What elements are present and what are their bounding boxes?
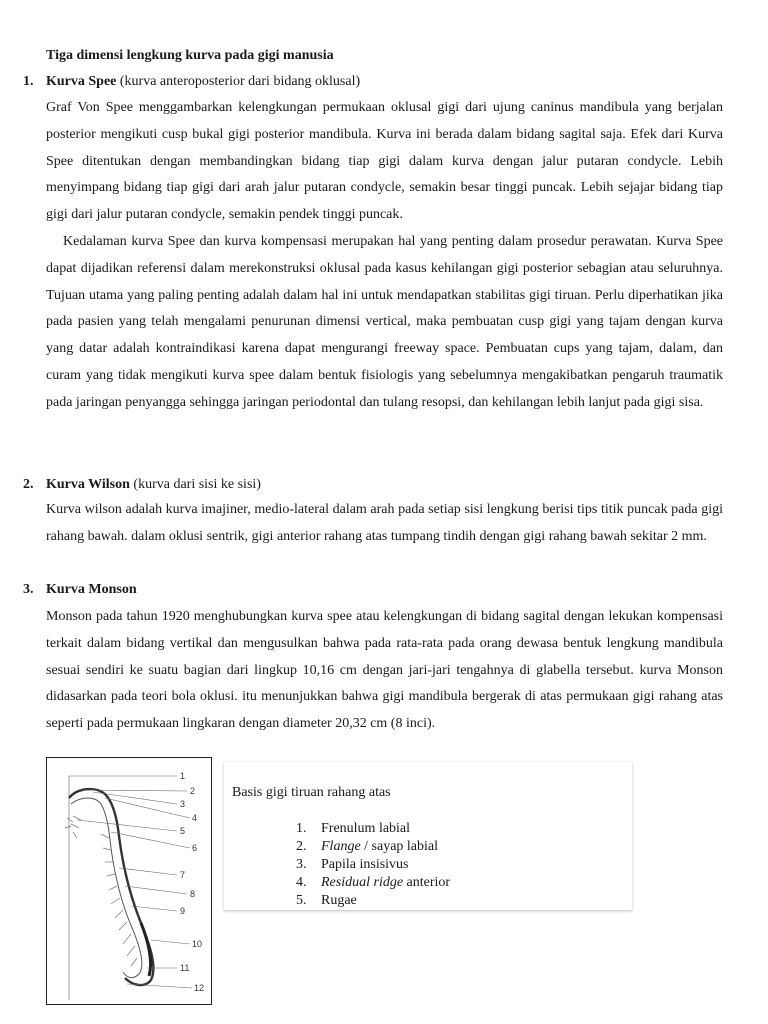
- denture-base-figure: [46, 757, 212, 1005]
- paragraph-kurva-spee-2: Kedalaman kurva Spee dan kurva kompensasi merupakan hal yang penting dalam prosedur perawatan. Kurva Spee dapat dijadikan referensi dalam merekonstruksi oklusal pada kasus kehilangan gigi posterior sebagian atau seluruhnya. Tujuan utama yang paling penting adalah dalam hal ini untuk mendapatkan stabilitas gigi tiruan. Perlu diperhatikan jika pada pasien yang telah mengalami penurunan dimensi vertical, maka pembuatan cusp gigi yang tajam dengan kurva yang datar adalah kontraindikasi karena dapat mengurangi freeway space. Pembuatan cups yang tajam, dalam, dan curam yang tidak mengikuti kurva spee dalam bentuk fisiologis yang sebelumnya mengakibatkan pengaruh traumatik pada jaringan penyangga sehingga jaringan periodontal dan tulang resopsi, dan kehilangan lebih lanjut pada gigi sisa.: [46, 234, 723, 410]
- caption-item-text: Rugae: [321, 893, 357, 908]
- section-subtitle: (kurva anteroposterior dari bidang oklusal): [116, 74, 361, 89]
- section-subtitle: (kurva dari sisi ke sisi): [129, 477, 261, 492]
- caption-item-number: 4.: [296, 875, 307, 890]
- caption-item-text: Frenulum labial: [321, 821, 411, 836]
- figure-label-2: 2: [190, 786, 196, 796]
- caption-list: [296, 820, 450, 910]
- figure-label-6: 6: [192, 843, 198, 853]
- section-name: Kurva Spee: [46, 74, 117, 89]
- caption-item: [296, 838, 450, 856]
- figure-label-11: 11: [180, 963, 190, 973]
- section-name: Kurva Wilson: [46, 477, 130, 492]
- caption-item-italic: Residual ridge: [321, 875, 404, 890]
- section-heading-kurva-spee: [23, 72, 360, 92]
- paragraph-kurva-monson: Monson pada tahun 1920 menghubungkan kurva spee atau kelengkungan di bidang sagital dengan lekukan kompensasi terkait dalam bidang vertikal dan mengusulkan bahwa pada rata-rata pada orang dewasa bentuk lengkung mandibula sesuai sendiri ke suatu bagian dari lingkup 10,16 cm dengan jari-jari tengahnya di glabella tersebut. kurva Monson didasarkan pada teori bola oklusi. itu menunjukkan bahwa gigi mandibula bergerak di atas permukaan gigi rahang atas seperti pada permukaan lingkaran dengan diameter 20,32 cm (8 inci).: [46, 609, 723, 732]
- document-title: Tiga dimensi lengkung kurva pada gigi manusia: [46, 48, 334, 63]
- caption-item-number: 3.: [296, 857, 307, 872]
- caption-item-number: 1.: [296, 821, 307, 836]
- caption-item-italic: Flange: [321, 839, 361, 854]
- section-number: 2.: [23, 477, 34, 492]
- caption-item: [296, 820, 450, 838]
- section-name: Kurva Monson: [46, 582, 137, 597]
- figure-label-7: 7: [180, 870, 186, 880]
- caption-item-text: / sayap labial: [360, 839, 439, 854]
- figure-label-1: 1: [180, 771, 186, 781]
- figure-label-12: 12: [194, 983, 205, 993]
- caption-item-number: 5.: [296, 893, 307, 908]
- figure-caption-box: [224, 762, 632, 910]
- figure-label-5: 5: [180, 826, 186, 836]
- caption-item: [296, 874, 450, 892]
- paragraph-kurva-spee-1: Graf Von Spee menggambarkan kelengkungan permukaan oklusal gigi dari ujung caninus mandibula yang berjalan posterior mengikuti cusp bukal gigi posterior mandibula. Kurva ini berada dalam bidang sagital saja. Efek dari Kurva Spee ditentukan dengan membandingkan bidang tiap gigi dalam kurva dengan jalur putaran condycle. Lebih menyimpang bidang tiap gigi dari arah jalur putaran condycle, semakin besar tinggi puncak. Lebih sejajar bidang tiap gigi dari jalur putaran condycle, semakin pendek tinggi puncak.: [46, 100, 723, 223]
- section-heading-kurva-wilson: [23, 475, 261, 495]
- figure-label-9: 9: [180, 906, 186, 916]
- caption-title: Basis gigi tiruan rahang atas: [232, 785, 391, 800]
- figure-label-3: 3: [180, 799, 186, 809]
- figure-label-4: 4: [192, 813, 198, 823]
- paragraph-kurva-wilson: Kurva wilson adalah kurva imajiner, medio-lateral dalam arah pada setiap sisi lengkung berisi tips titik puncak pada gigi rahang bawah. dalam oklusi sentrik, gigi anterior rahang atas tumpang tindih dengan gigi rahang bawah sekitar 2 mm.: [46, 502, 723, 544]
- section-heading-kurva-monson: [23, 580, 137, 600]
- section-number: 3.: [23, 582, 34, 597]
- caption-item: [296, 856, 450, 874]
- figure-label-8: 8: [190, 889, 196, 899]
- caption-item: [296, 892, 450, 910]
- caption-item-text: anterior: [403, 875, 451, 890]
- figure-label-10: 10: [192, 939, 203, 949]
- section-number: 1.: [23, 74, 34, 89]
- caption-item-number: 2.: [296, 839, 307, 854]
- caption-item-text: Papila insisivus: [321, 857, 409, 872]
